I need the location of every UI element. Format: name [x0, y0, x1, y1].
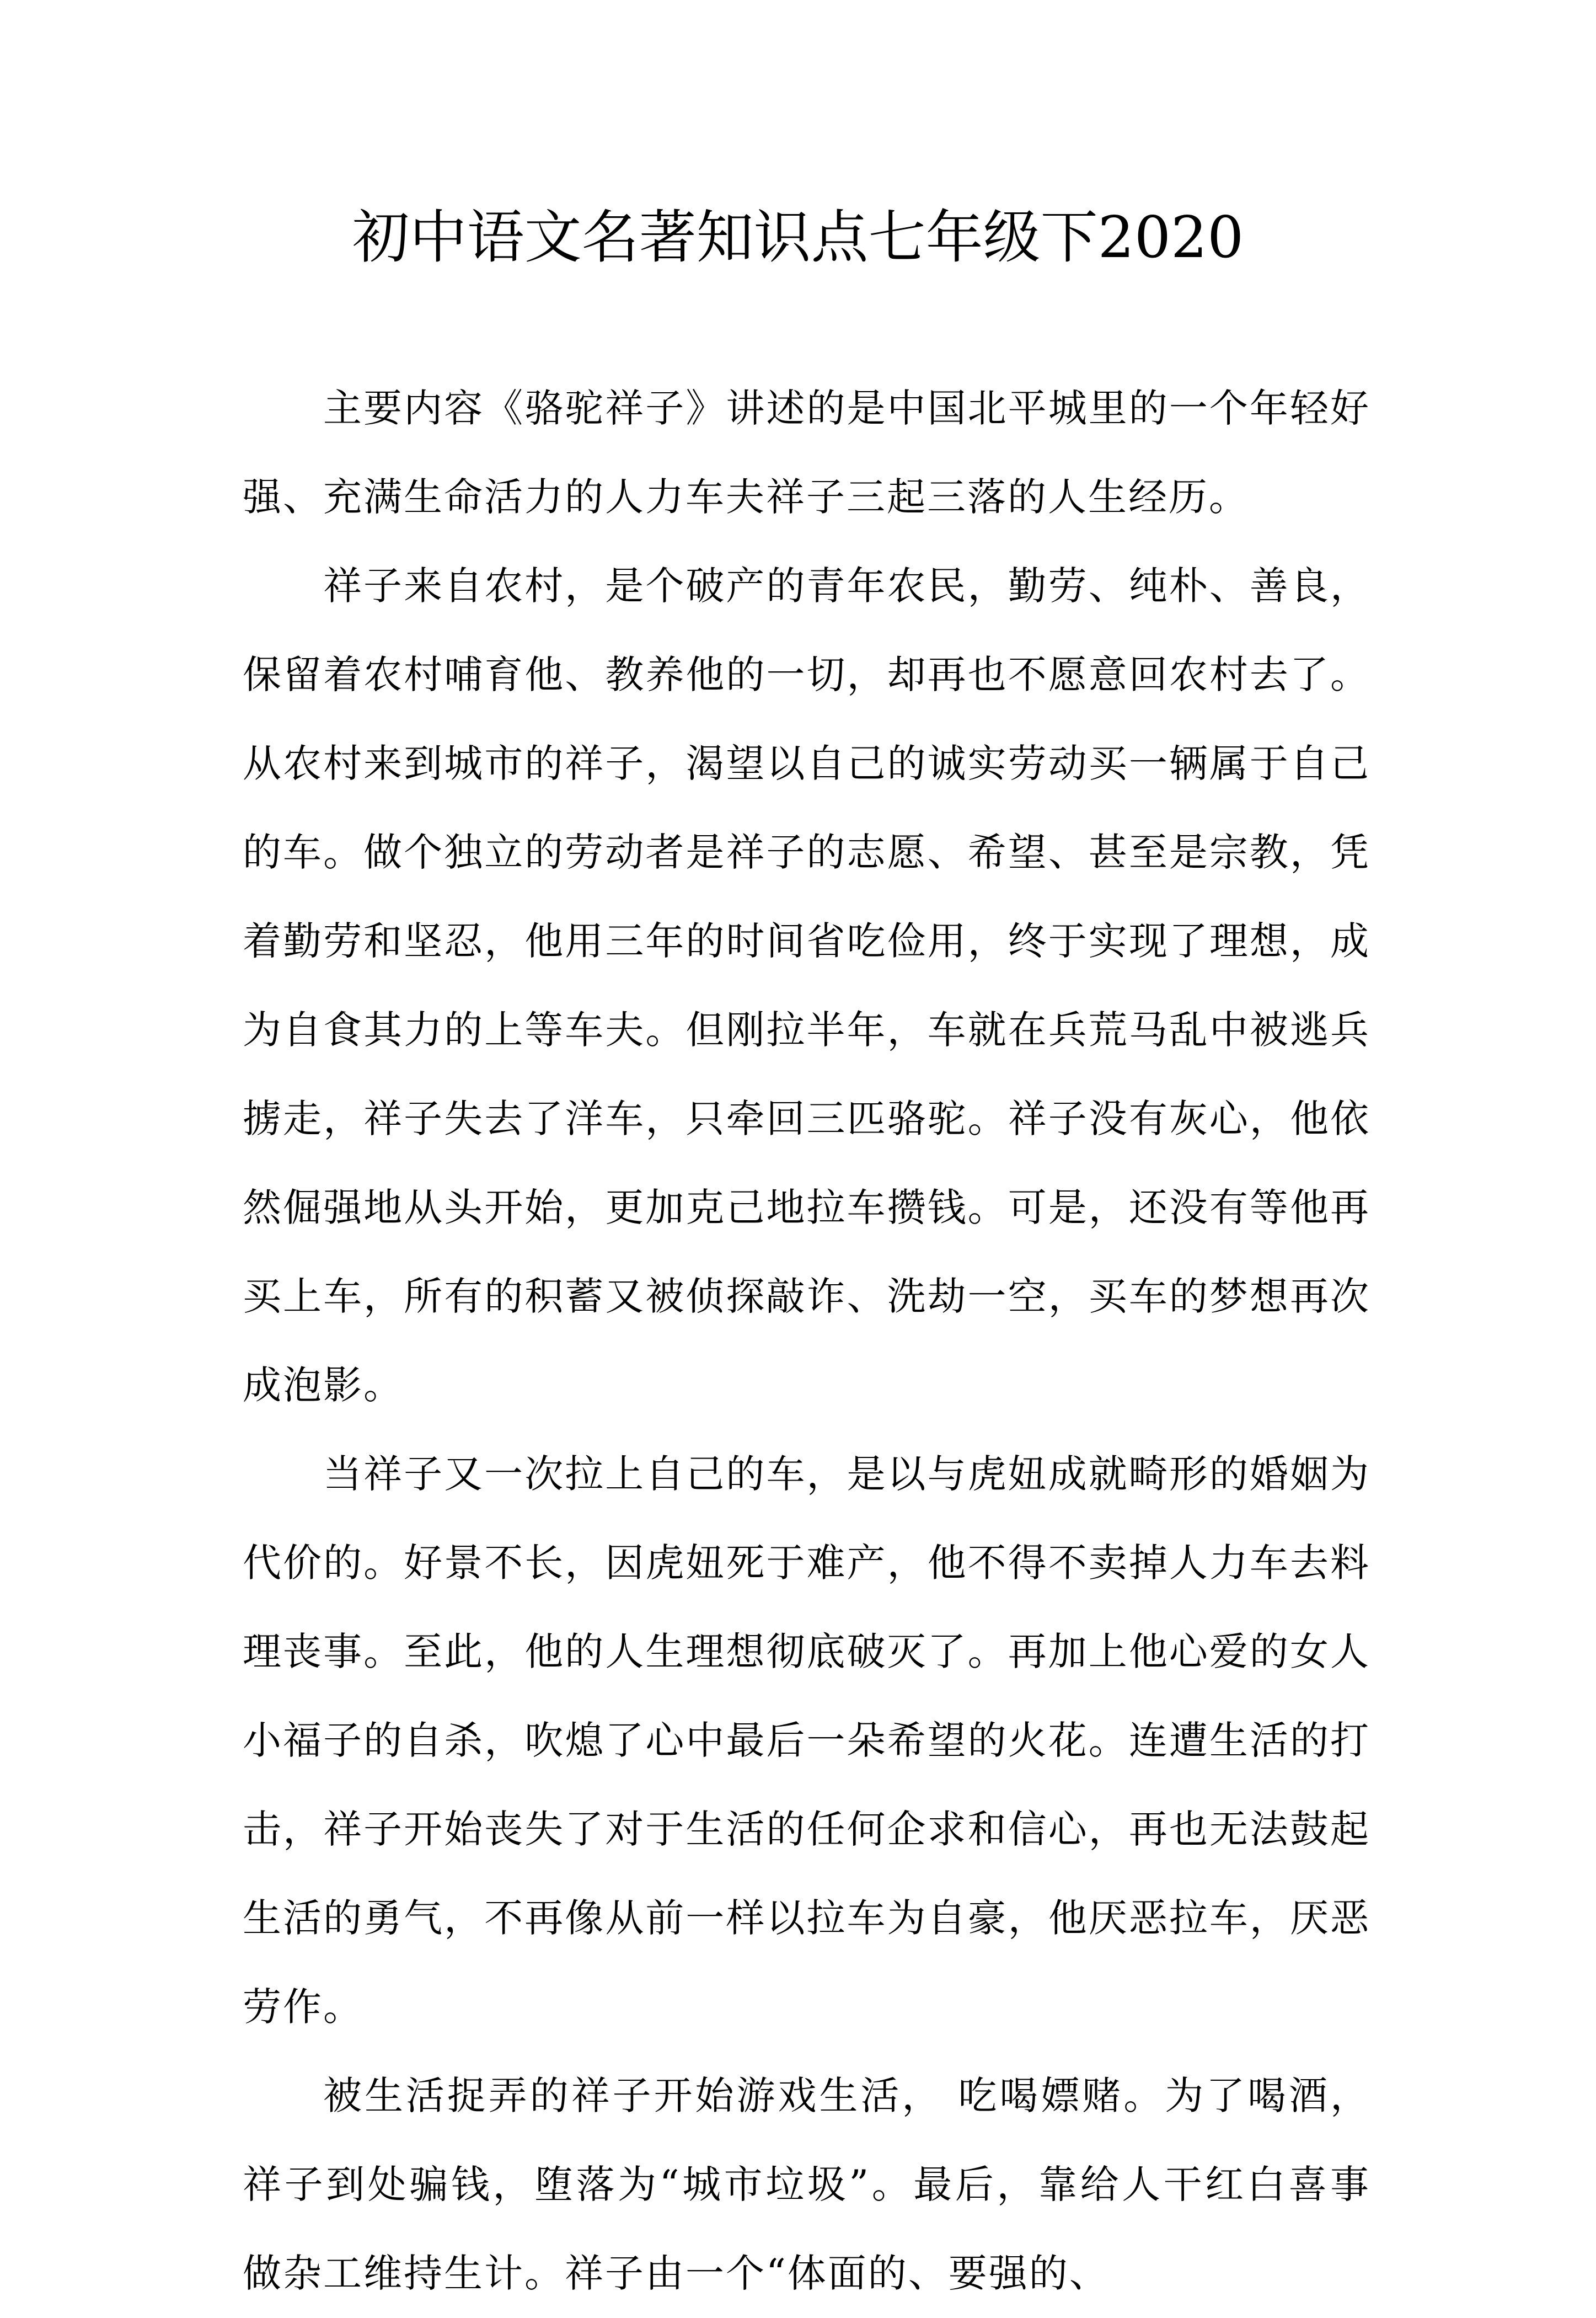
- paragraph-marriage: 当祥子又一次拉上自己的车，是以与虎妞成就畸形的婚姻为代价的。好景不长，因虎妞死于难产，他不得不卖掉人力车去料理丧事。至此，他的人生理想彻底破灭了。再加上他心爱的女人小福子的自杀，吹熄了心中最后一朵希望的火花。连遭生活的打击，祥子开始丧失了对于生活的任何企求和信心，再也无法鼓起生活的勇气，不再像从前一样以拉车为自豪，他厌恶拉车，厌恶劳作。: [243, 1451, 1370, 2029]
- paragraph-decline: 被生活捉弄的祥子开始游戏生活， 吃喝嫖赌。为了喝酒，祥子到处骗钱，堕落为“城市垃圾”。最后，靠给人干红白喜事做杂工维持生计。祥子由一个“体面的、要强的、: [243, 2073, 1370, 2296]
- paragraph-summary: 主要内容《骆驼祥子》讲述的是中国北平城里的一个年轻好强、充满生命活力的人力车夫祥子三起三落的人生经历。: [243, 386, 1370, 520]
- document-body: [243, 364, 1370, 2318]
- paragraph-xiangzi-origin: 祥子来自农村，是个破产的青年农民，勤劳、纯朴、善良，保留着农村哺育他、教养他的一切，却再也不愿意回农村去了。从农村来到城市的祥子，渴望以自己的诚实劳动买一辆属于自己的车。做个独立的劳动者是祥子的志愿、希望、甚至是宗教，凭着勤劳和坚忍，他用三年的时间省吃俭用，终于实现了理想，成为自食其力的上等车夫。但刚拉半年，车就在兵荒马乱中被逃兵掳走，祥子失去了洋车，只牵回三匹骆驼。祥子没有灰心，他依然倔强地从头开始，更加克己地拉车攒钱。可是，还没有等他再买上车，所有的积蓄又被侦探敲诈、洗劫一空，买车的梦想再次成泡影。: [243, 563, 1370, 1408]
- document-title: 初中语文名著知识点七年级下2020: [352, 204, 1244, 271]
